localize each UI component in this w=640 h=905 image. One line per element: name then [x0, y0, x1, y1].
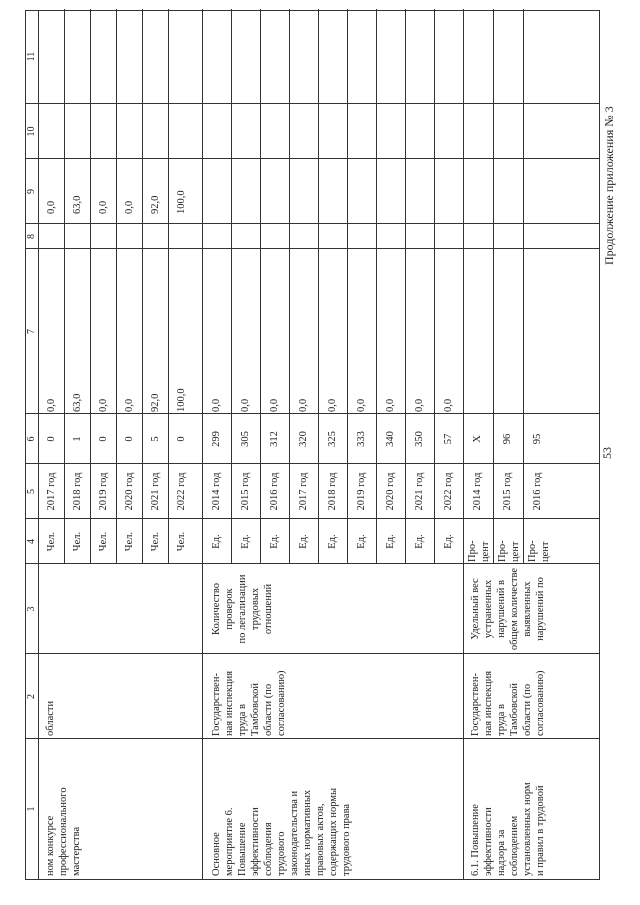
cell-value: 2017 год [46, 472, 57, 511]
cell-value: 63,0 [72, 195, 83, 214]
row-divider [231, 9, 232, 564]
column-divider [26, 518, 599, 519]
cell-value: 5 [150, 436, 161, 442]
row-divider [142, 9, 143, 564]
cell-text: законодательства и [289, 790, 300, 876]
cell-value: 1 [72, 436, 83, 442]
row-divider [202, 9, 203, 879]
cell-text: и правил в трудовой [535, 785, 546, 876]
row-divider [463, 9, 464, 879]
column-number: 3 [26, 606, 37, 612]
row-divider [434, 9, 435, 564]
cell-text: выявленных [522, 581, 533, 637]
cell-value: X [472, 435, 483, 443]
cell-value: 0,0 [98, 200, 109, 214]
cell-value: 2015 год [502, 472, 513, 511]
cell-text: соблюдения [263, 822, 274, 876]
column-number: 8 [26, 234, 37, 239]
row-divider [376, 9, 377, 564]
column-divider [26, 223, 599, 224]
cell-value: 100,0 [176, 388, 187, 412]
row-divider [260, 9, 261, 564]
cell-value: 2014 год [211, 472, 222, 511]
cell-value: Про- [467, 540, 478, 562]
cell-value: цент [510, 541, 521, 562]
cell-value: 0 [98, 436, 109, 442]
column-number: 5 [26, 489, 37, 494]
cell-value: 0,0 [356, 398, 367, 412]
cell-value: 0,0 [98, 398, 109, 412]
row-divider [318, 9, 319, 564]
cell-text: ная инспекция [483, 670, 494, 736]
cell-text: труда в [496, 703, 507, 736]
cell-text: надзора за [496, 829, 507, 876]
cell-value: 2022 год [176, 472, 187, 511]
row-divider [347, 9, 348, 564]
cell-value: Про- [527, 540, 538, 562]
cell-value: 2019 год [356, 472, 367, 511]
cell-text: согласованию) [276, 670, 287, 736]
cell-value: Ед. [356, 534, 367, 549]
column-divider [26, 248, 599, 249]
cell-value: 0,0 [443, 398, 454, 412]
cell-text: Основное [211, 832, 222, 876]
cell-value: 100,0 [176, 190, 187, 214]
cell-value: Ед. [385, 534, 396, 549]
cell-value: 312 [269, 431, 280, 447]
cell-value: 2016 год [532, 472, 543, 511]
column-number: 9 [26, 189, 37, 194]
cell-value: Ед. [443, 534, 454, 549]
cell-text: соблюдением [509, 815, 520, 876]
column-divider [26, 563, 599, 564]
cell-value: Чел. [176, 531, 187, 552]
column-number: 1 [26, 806, 37, 812]
cell-value: 325 [327, 431, 338, 447]
cell-value: 0,0 [298, 398, 309, 412]
cell-text: 6.1. Повышение [470, 804, 481, 876]
cell-text: мастерства [71, 826, 82, 876]
column-number: 7 [26, 329, 37, 334]
cell-text: установленных норм [522, 782, 533, 876]
cell-text: проверок [224, 588, 235, 630]
cell-text: ная инспекция [224, 670, 235, 736]
cell-value: 63,0 [72, 393, 83, 412]
cell-value: 2018 год [72, 472, 83, 511]
column-divider [26, 413, 599, 414]
cell-text: труда в [237, 703, 248, 736]
cell-text: общем количестве [509, 567, 520, 651]
cell-value: 2016 год [269, 472, 280, 511]
cell-value: 320 [298, 431, 309, 447]
appendix-note: Продолжение приложения № 3 [602, 106, 616, 265]
row-divider [90, 9, 91, 564]
cell-text: правовых актов, [315, 803, 326, 876]
cell-value: цент [540, 541, 551, 562]
column-number: 6 [26, 436, 37, 442]
column-number: 10 [26, 126, 37, 137]
cell-text: Повышение [237, 822, 248, 876]
cell-text: Количество [211, 582, 222, 636]
cell-value: 0,0 [385, 398, 396, 412]
cell-value: 57 [443, 433, 454, 445]
cell-value: 2018 год [327, 472, 338, 511]
column-divider [26, 738, 599, 739]
cell-value: 2019 год [98, 472, 109, 511]
cell-value: 299 [211, 431, 222, 447]
cell-text: иных нормативных [302, 789, 313, 876]
cell-text: Государствен- [470, 673, 481, 736]
cell-text: Тамбовской [509, 682, 520, 736]
cell-text: Удельный вес [470, 578, 481, 640]
cell-value: Чел. [150, 531, 161, 552]
cell-value: 0,0 [327, 398, 338, 412]
cell-value: 92,0 [150, 393, 161, 412]
cell-text: области (по [263, 683, 274, 736]
cell-value: 0,0 [46, 200, 57, 214]
row-divider [64, 9, 65, 564]
cell-value: 0,0 [211, 398, 222, 412]
cell-text: нарушений по [535, 577, 546, 641]
cell-value: Ед. [211, 534, 222, 549]
cell-value: 2021 год [150, 472, 161, 511]
cell-value: Чел. [72, 531, 83, 552]
cell-value: Про- [497, 540, 508, 562]
cell-value: 0 [124, 436, 135, 442]
row-divider [493, 9, 494, 564]
cell-value: Ед. [240, 534, 251, 549]
cell-value: 96 [502, 433, 513, 445]
cell-value: Ед. [269, 534, 280, 549]
cell-text: по легализации [237, 574, 248, 644]
cell-value: 2017 год [298, 472, 309, 511]
cell-text: согласованию) [535, 670, 546, 736]
data-table [25, 10, 600, 880]
cell-value: Ед. [298, 534, 309, 549]
cell-value: 0,0 [240, 398, 251, 412]
cell-value: Чел. [98, 531, 109, 552]
cell-value: 2021 год [414, 472, 425, 511]
column-number: 4 [26, 539, 37, 544]
cell-value: 340 [385, 431, 396, 447]
page-number: 53 [600, 447, 614, 459]
cell-value: 0,0 [124, 398, 135, 412]
cell-value: Чел. [124, 531, 135, 552]
column-number: 11 [26, 51, 37, 62]
cell-value: Чел. [46, 531, 57, 552]
cell-text: Государствен- [211, 673, 222, 736]
cell-text: мероприятие 6. [224, 807, 235, 876]
column-divider [26, 653, 599, 654]
cell-value: 350 [414, 431, 425, 447]
column-divider [26, 103, 599, 104]
header-divider [38, 11, 39, 879]
cell-text: нарушений в [496, 580, 507, 638]
cell-value: 2022 год [443, 472, 454, 511]
cell-value: 92,0 [150, 195, 161, 214]
cell-value: 0 [176, 436, 187, 442]
cell-value: 0 [46, 436, 57, 442]
cell-text: отношений [263, 583, 274, 635]
cell-text: области (по [522, 683, 533, 736]
cell-value: 2014 год [472, 472, 483, 511]
cell-text: трудового [276, 831, 287, 876]
cell-text: профессионального [58, 787, 69, 876]
row-divider [523, 9, 524, 564]
cell-text: области [45, 700, 56, 736]
cell-text: содержащих нормы [328, 787, 339, 876]
cell-value: 305 [240, 431, 251, 447]
row-divider [168, 9, 169, 564]
row-divider [405, 9, 406, 564]
cell-value: 2015 год [240, 472, 251, 511]
cell-value: 0,0 [46, 398, 57, 412]
cell-text: трудовых [250, 587, 261, 631]
column-divider [26, 463, 599, 464]
row-divider [116, 9, 117, 564]
cell-text: эффективности [250, 807, 261, 876]
cell-text: устраненных [483, 579, 494, 639]
cell-value: 0,0 [414, 398, 425, 412]
column-divider [26, 158, 599, 159]
cell-text: эффективности [483, 807, 494, 876]
column-number: 2 [26, 694, 37, 699]
cell-value: 2020 год [385, 472, 396, 511]
cell-value: Ед. [327, 534, 338, 549]
cell-text: трудового права [341, 803, 352, 876]
cell-text: Тамбовской [250, 682, 261, 736]
cell-value: 333 [356, 431, 367, 447]
cell-value: 0,0 [124, 200, 135, 214]
cell-value: цент [480, 541, 491, 562]
cell-text: ном конкурсе [45, 815, 56, 876]
cell-value: Ед. [414, 534, 425, 549]
cell-value: 95 [532, 433, 543, 445]
cell-value: 0,0 [269, 398, 280, 412]
cell-value: 2020 год [124, 472, 135, 511]
row-divider [289, 9, 290, 564]
